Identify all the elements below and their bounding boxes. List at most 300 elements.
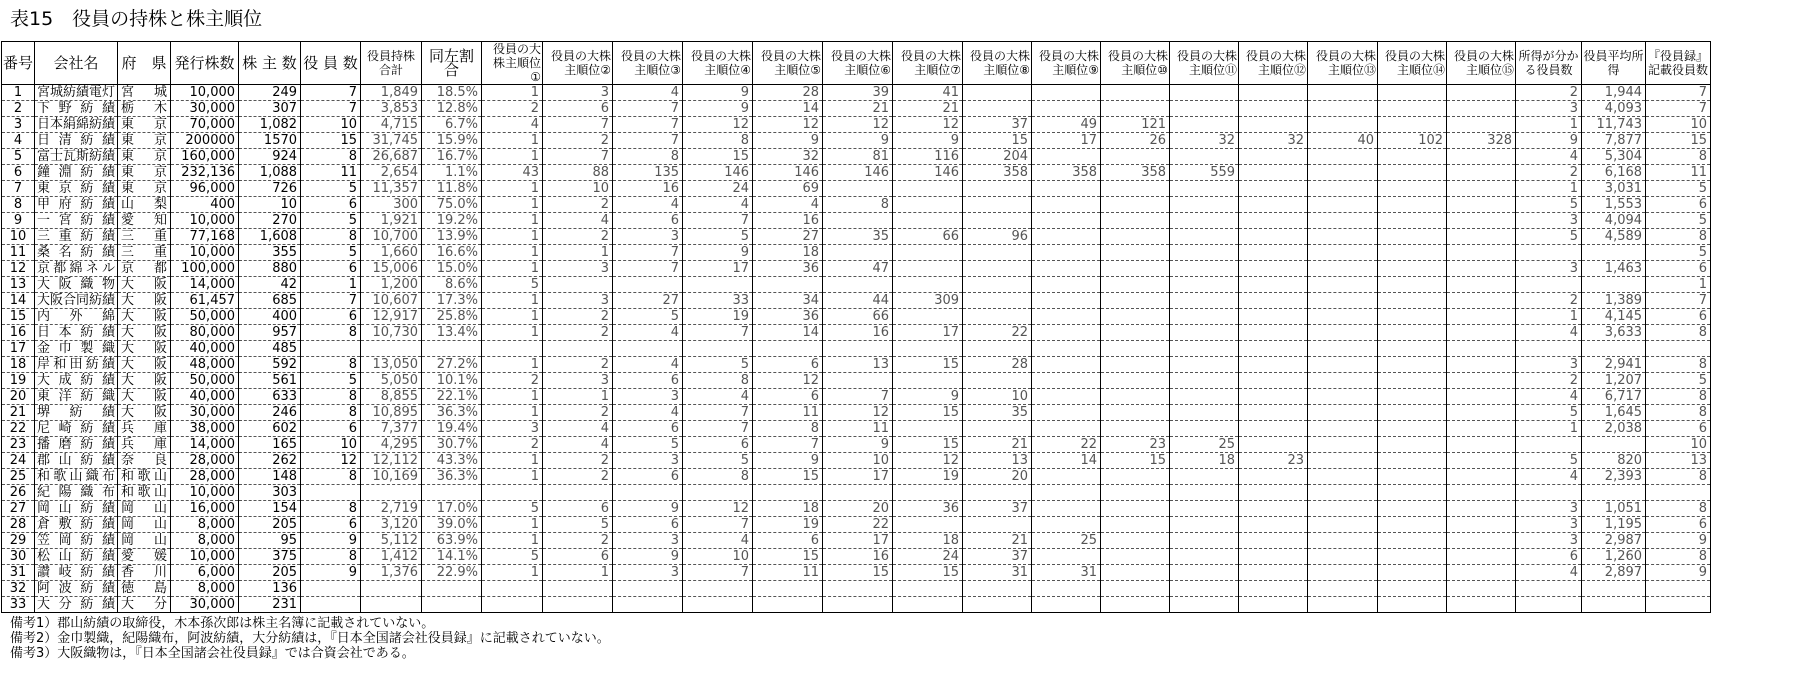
- cell-avg-income: [1582, 581, 1646, 597]
- cell-avg-income: [1582, 245, 1646, 261]
- header-rank-1: 役員の大株主順位①: [482, 42, 543, 85]
- cell-rank-11: 18: [1170, 453, 1239, 469]
- cell-officers-with-income: 4: [1516, 149, 1582, 165]
- cell-officers-with-income: 1: [1516, 309, 1582, 325]
- cell-rank-14: [1378, 517, 1447, 533]
- cell-avg-income: 1,207: [1582, 373, 1646, 389]
- table-row: [2, 101, 1711, 117]
- cell-registry-officers: 8: [1646, 325, 1711, 341]
- cell-rank-9: [1032, 85, 1101, 101]
- cell-no: 18: [2, 357, 35, 373]
- cell-officers-with-income: 3: [1516, 517, 1582, 533]
- cell-rank-8: 37: [963, 501, 1032, 517]
- cell-officers-with-income: 5: [1516, 405, 1582, 421]
- cell-rank-7: 146: [893, 165, 963, 181]
- cell-company: 尼崎紡績: [35, 421, 118, 437]
- cell-shareholders: 726: [239, 181, 301, 197]
- cell-avg-income: 4,094: [1582, 213, 1646, 229]
- cell-holdings-ratio: 15.0%: [422, 261, 482, 277]
- cell-no: 7: [2, 181, 35, 197]
- table-row: [2, 277, 1711, 293]
- cell-issued-shares: 28,000: [171, 453, 239, 469]
- cell-shareholders: 10: [239, 197, 301, 213]
- cell-officers: 8: [301, 469, 361, 485]
- cell-rank-3: 7: [613, 101, 683, 117]
- cell-rank-14: [1378, 405, 1447, 421]
- cell-rank-12: [1239, 373, 1308, 389]
- cell-officers: 5: [301, 245, 361, 261]
- cell-rank-2: 2: [543, 197, 613, 213]
- cell-rank-14: [1378, 469, 1447, 485]
- cell-rank-3: 4: [613, 405, 683, 421]
- cell-officers: 6: [301, 517, 361, 533]
- cell-shareholders: 303: [239, 485, 301, 501]
- cell-rank-1: 1: [482, 325, 543, 341]
- cell-officer-holdings: 3,853: [361, 101, 422, 117]
- cell-company: 宮城紡績電灯: [35, 85, 118, 101]
- cell-rank-6: [823, 597, 893, 613]
- cell-rank-9: [1032, 197, 1101, 213]
- cell-shareholders: 355: [239, 245, 301, 261]
- header-avg-income: 役員平均所得: [1582, 42, 1646, 85]
- cell-rank-13: [1308, 389, 1378, 405]
- cell-rank-3: 6: [613, 373, 683, 389]
- cell-rank-1: [482, 485, 543, 501]
- cell-rank-7: 12: [893, 453, 963, 469]
- cell-rank-5: 18: [753, 501, 823, 517]
- cell-officers-with-income: 1: [1516, 117, 1582, 133]
- header-no: 番号: [2, 42, 35, 85]
- cell-rank-15: [1447, 213, 1516, 229]
- cell-rank-4: 4: [683, 533, 753, 549]
- header-rank-5: 役員の大株主順位⑤: [753, 42, 823, 85]
- cell-rank-14: [1378, 293, 1447, 309]
- cell-shareholders: 685: [239, 293, 301, 309]
- cell-rank-2: 2: [543, 229, 613, 245]
- header-rank-2: 役員の大株主順位②: [543, 42, 613, 85]
- cell-rank-5: [753, 341, 823, 357]
- cell-shareholders: 42: [239, 277, 301, 293]
- cell-officer-holdings: 26,687: [361, 149, 422, 165]
- cell-rank-3: 5: [613, 437, 683, 453]
- cell-registry-officers: 8: [1646, 501, 1711, 517]
- cell-rank-2: 2: [543, 405, 613, 421]
- cell-issued-shares: 8,000: [171, 581, 239, 597]
- cell-rank-12: [1239, 309, 1308, 325]
- cell-prefecture: 和歌山: [118, 469, 171, 485]
- cell-rank-6: [823, 277, 893, 293]
- cell-registry-officers: 8: [1646, 149, 1711, 165]
- cell-rank-15: [1447, 197, 1516, 213]
- cell-officer-holdings: 2,654: [361, 165, 422, 181]
- cell-rank-10: [1101, 293, 1170, 309]
- cell-rank-7: 15: [893, 437, 963, 453]
- cell-rank-11: 32: [1170, 133, 1239, 149]
- cell-shareholders: 375: [239, 549, 301, 565]
- cell-rank-5: 32: [753, 149, 823, 165]
- cell-rank-11: 25: [1170, 437, 1239, 453]
- cell-officers: [301, 581, 361, 597]
- cell-rank-1: 1: [482, 245, 543, 261]
- cell-no: 20: [2, 389, 35, 405]
- cell-rank-2: [543, 485, 613, 501]
- cell-rank-13: [1308, 501, 1378, 517]
- cell-holdings-ratio: 22.9%: [422, 565, 482, 581]
- cell-rank-15: [1447, 565, 1516, 581]
- cell-rank-13: [1308, 357, 1378, 373]
- cell-rank-1: 1: [482, 469, 543, 485]
- cell-rank-1: 1: [482, 85, 543, 101]
- cell-rank-6: 15: [823, 565, 893, 581]
- cell-rank-12: 23: [1239, 453, 1308, 469]
- cell-prefecture: 兵庫: [118, 437, 171, 453]
- cell-shareholders: 205: [239, 565, 301, 581]
- cell-rank-9: [1032, 581, 1101, 597]
- cell-rank-8: [963, 85, 1032, 101]
- cell-officers-with-income: 1: [1516, 181, 1582, 197]
- cell-avg-income: [1582, 485, 1646, 501]
- cell-rank-9: [1032, 469, 1101, 485]
- cell-rank-15: [1447, 437, 1516, 453]
- cell-rank-9: [1032, 421, 1101, 437]
- cell-officers: 7: [301, 85, 361, 101]
- cell-company: 讃岐紡績: [35, 565, 118, 581]
- cell-rank-12: [1239, 293, 1308, 309]
- cell-rank-5: 6: [753, 357, 823, 373]
- cell-rank-9: [1032, 277, 1101, 293]
- cell-rank-1: 1: [482, 389, 543, 405]
- header-rank-9: 役員の大株主順位⑨: [1032, 42, 1101, 85]
- cell-officers: 15: [301, 133, 361, 149]
- cell-holdings-ratio: 30.7%: [422, 437, 482, 453]
- cell-officer-holdings: 5,050: [361, 373, 422, 389]
- cell-rank-10: [1101, 405, 1170, 421]
- cell-rank-11: [1170, 533, 1239, 549]
- cell-rank-14: [1378, 357, 1447, 373]
- cell-rank-12: [1239, 437, 1308, 453]
- cell-rank-14: [1378, 597, 1447, 613]
- cell-avg-income: 1,944: [1582, 85, 1646, 101]
- cell-no: 4: [2, 133, 35, 149]
- cell-registry-officers: 5: [1646, 181, 1711, 197]
- cell-officer-holdings: 1,200: [361, 277, 422, 293]
- cell-holdings-ratio: [422, 597, 482, 613]
- cell-avg-income: [1582, 597, 1646, 613]
- cell-rank-13: [1308, 229, 1378, 245]
- cell-rank-10: [1101, 549, 1170, 565]
- cell-rank-13: [1308, 373, 1378, 389]
- cell-shareholders: 957: [239, 325, 301, 341]
- cell-rank-12: [1239, 341, 1308, 357]
- cell-rank-2: 3: [543, 293, 613, 309]
- cell-rank-3: 3: [613, 565, 683, 581]
- cell-rank-14: [1378, 165, 1447, 181]
- cell-rank-11: [1170, 341, 1239, 357]
- cell-rank-11: [1170, 181, 1239, 197]
- cell-rank-3: 135: [613, 165, 683, 181]
- cell-rank-7: 309: [893, 293, 963, 309]
- cell-rank-7: 15: [893, 405, 963, 421]
- cell-officer-holdings: 4,295: [361, 437, 422, 453]
- cell-prefecture: 香川: [118, 565, 171, 581]
- cell-rank-12: [1239, 549, 1308, 565]
- cell-holdings-ratio: 17.0%: [422, 501, 482, 517]
- cell-rank-12: [1239, 165, 1308, 181]
- cell-registry-officers: 6: [1646, 197, 1711, 213]
- cell-registry-officers: 13: [1646, 453, 1711, 469]
- cell-avg-income: 1,260: [1582, 549, 1646, 565]
- cell-rank-14: [1378, 245, 1447, 261]
- cell-rank-13: [1308, 549, 1378, 565]
- cell-rank-9: 358: [1032, 165, 1101, 181]
- cell-rank-6: 20: [823, 501, 893, 517]
- cell-registry-officers: [1646, 341, 1711, 357]
- cell-rank-6: [823, 373, 893, 389]
- cell-rank-15: [1447, 117, 1516, 133]
- cell-shareholders: 154: [239, 501, 301, 517]
- cell-rank-13: [1308, 581, 1378, 597]
- cell-rank-15: [1447, 581, 1516, 597]
- cell-rank-13: [1308, 101, 1378, 117]
- table-row: [2, 245, 1711, 261]
- cell-holdings-ratio: 18.5%: [422, 85, 482, 101]
- table-row: [2, 229, 1711, 245]
- cell-rank-9: [1032, 325, 1101, 341]
- cell-rank-15: [1447, 229, 1516, 245]
- cell-prefecture: 三重: [118, 245, 171, 261]
- cell-officers: 7: [301, 101, 361, 117]
- cell-rank-1: 5: [482, 501, 543, 517]
- header-rank-15: 役員の大株主順位⑮: [1447, 42, 1516, 85]
- cell-no: 13: [2, 277, 35, 293]
- cell-holdings-ratio: 6.7%: [422, 117, 482, 133]
- cell-issued-shares: 40,000: [171, 389, 239, 405]
- table-row: [2, 389, 1711, 405]
- cell-rank-8: 10: [963, 389, 1032, 405]
- cell-officer-holdings: 12,112: [361, 453, 422, 469]
- cell-avg-income: 4,145: [1582, 309, 1646, 325]
- cell-registry-officers: 5: [1646, 245, 1711, 261]
- cell-officers: 10: [301, 437, 361, 453]
- cell-officer-holdings: 4,715: [361, 117, 422, 133]
- cell-rank-12: [1239, 581, 1308, 597]
- table-row: [2, 405, 1711, 421]
- cell-rank-15: 328: [1447, 133, 1516, 149]
- header-rank-7: 役員の大株主順位⑦: [893, 42, 963, 85]
- cell-officers-with-income: 2: [1516, 293, 1582, 309]
- cell-officers-with-income: 4: [1516, 565, 1582, 581]
- cell-rank-12: [1239, 501, 1308, 517]
- cell-company: 阿波紡績: [35, 581, 118, 597]
- cell-rank-14: [1378, 197, 1447, 213]
- cell-registry-officers: [1646, 581, 1711, 597]
- cell-rank-5: 19: [753, 517, 823, 533]
- cell-company: 三重紡績: [35, 229, 118, 245]
- cell-rank-9: [1032, 501, 1101, 517]
- header-rank-3: 役員の大株主順位③: [613, 42, 683, 85]
- cell-rank-9: 25: [1032, 533, 1101, 549]
- cell-rank-1: [482, 597, 543, 613]
- cell-officers-with-income: 4: [1516, 389, 1582, 405]
- cell-rank-13: [1308, 149, 1378, 165]
- cell-officers-with-income: 5: [1516, 229, 1582, 245]
- cell-prefecture: 東京: [118, 133, 171, 149]
- cell-rank-3: [613, 277, 683, 293]
- cell-rank-9: [1032, 517, 1101, 533]
- cell-prefecture: 東京: [118, 149, 171, 165]
- cell-rank-7: [893, 597, 963, 613]
- cell-rank-4: [683, 597, 753, 613]
- cell-holdings-ratio: 25.8%: [422, 309, 482, 325]
- table-row: [2, 133, 1711, 149]
- cell-issued-shares: 28,000: [171, 469, 239, 485]
- cell-rank-5: 36: [753, 309, 823, 325]
- cell-rank-12: [1239, 85, 1308, 101]
- cell-company: 郡山紡績: [35, 453, 118, 469]
- cell-rank-15: [1447, 357, 1516, 373]
- cell-issued-shares: 77,168: [171, 229, 239, 245]
- cell-no: 2: [2, 101, 35, 117]
- cell-officers: 5: [301, 373, 361, 389]
- cell-rank-6: 17: [823, 469, 893, 485]
- cell-officers: 5: [301, 213, 361, 229]
- cell-rank-8: 20: [963, 469, 1032, 485]
- cell-prefecture: 大阪: [118, 341, 171, 357]
- cell-registry-officers: [1646, 597, 1711, 613]
- cell-prefecture: 大阪: [118, 389, 171, 405]
- cell-rank-4: 9: [683, 101, 753, 117]
- cell-rank-4: 24: [683, 181, 753, 197]
- cell-rank-2: 1: [543, 389, 613, 405]
- header-issued-shares: 発行株数: [171, 42, 239, 85]
- cell-officers: 8: [301, 405, 361, 421]
- cell-rank-13: [1308, 85, 1378, 101]
- table-row: [2, 565, 1711, 581]
- cell-rank-8: 37: [963, 117, 1032, 133]
- cell-holdings-ratio: 14.1%: [422, 549, 482, 565]
- cell-rank-9: [1032, 101, 1101, 117]
- cell-rank-5: [753, 597, 823, 613]
- cell-rank-10: 26: [1101, 133, 1170, 149]
- table-row: [2, 261, 1711, 277]
- cell-officer-holdings: 1,921: [361, 213, 422, 229]
- cell-officers-with-income: 3: [1516, 261, 1582, 277]
- cell-rank-2: [543, 597, 613, 613]
- cell-rank-9: [1032, 341, 1101, 357]
- cell-issued-shares: 10,000: [171, 85, 239, 101]
- cell-rank-12: [1239, 197, 1308, 213]
- cell-rank-3: 4: [613, 85, 683, 101]
- cell-rank-13: [1308, 565, 1378, 581]
- cell-rank-10: [1101, 357, 1170, 373]
- cell-rank-5: 34: [753, 293, 823, 309]
- cell-holdings-ratio: 63.9%: [422, 533, 482, 549]
- cell-rank-15: [1447, 549, 1516, 565]
- cell-rank-8: [963, 309, 1032, 325]
- cell-rank-4: 146: [683, 165, 753, 181]
- cell-rank-2: 2: [543, 453, 613, 469]
- cell-rank-1: 1: [482, 565, 543, 581]
- cell-registry-officers: 8: [1646, 389, 1711, 405]
- cell-no: 23: [2, 437, 35, 453]
- header-prefecture: 府 県: [118, 42, 171, 85]
- cell-rank-8: [963, 373, 1032, 389]
- cell-rank-9: [1032, 229, 1101, 245]
- cell-rank-11: [1170, 101, 1239, 117]
- cell-no: 28: [2, 517, 35, 533]
- cell-rank-4: 7: [683, 405, 753, 421]
- cell-rank-7: [893, 309, 963, 325]
- cell-officers-with-income: 1: [1516, 421, 1582, 437]
- table-row: [2, 421, 1711, 437]
- cell-no: 11: [2, 245, 35, 261]
- table-row: [2, 357, 1711, 373]
- cell-rank-2: 2: [543, 357, 613, 373]
- cell-shareholders: 205: [239, 517, 301, 533]
- cell-rank-6: [823, 181, 893, 197]
- cell-rank-10: 358: [1101, 165, 1170, 181]
- cell-rank-8: [963, 197, 1032, 213]
- cell-rank-9: [1032, 549, 1101, 565]
- cell-issued-shares: 50,000: [171, 373, 239, 389]
- cell-rank-12: [1239, 277, 1308, 293]
- table-row: [2, 437, 1711, 453]
- header-rank-6: 役員の大株主順位⑥: [823, 42, 893, 85]
- cell-prefecture: 大阪: [118, 373, 171, 389]
- cell-no: 9: [2, 213, 35, 229]
- cell-officers-with-income: 5: [1516, 197, 1582, 213]
- cell-rank-10: 15: [1101, 453, 1170, 469]
- cell-rank-8: 13: [963, 453, 1032, 469]
- cell-rank-4: 5: [683, 229, 753, 245]
- table-row: [2, 517, 1711, 533]
- cell-shareholders: 561: [239, 373, 301, 389]
- cell-issued-shares: 6,000: [171, 565, 239, 581]
- cell-rank-3: 6: [613, 469, 683, 485]
- cell-holdings-ratio: 36.3%: [422, 469, 482, 485]
- cell-avg-income: 1,463: [1582, 261, 1646, 277]
- cell-rank-9: [1032, 389, 1101, 405]
- cell-rank-11: [1170, 389, 1239, 405]
- cell-rank-4: 7: [683, 325, 753, 341]
- cell-rank-6: 8: [823, 197, 893, 213]
- cell-rank-14: [1378, 453, 1447, 469]
- cell-rank-9: [1032, 373, 1101, 389]
- cell-rank-5: 69: [753, 181, 823, 197]
- cell-rank-6: 66: [823, 309, 893, 325]
- cell-rank-13: [1308, 341, 1378, 357]
- note-1: 備考1）郡山紡績の取締役，木本孫次郎は株主名簿に記載されていない。: [10, 616, 435, 631]
- cell-rank-8: [963, 261, 1032, 277]
- cell-rank-3: 7: [613, 245, 683, 261]
- cell-no: 3: [2, 117, 35, 133]
- cell-avg-income: 820: [1582, 453, 1646, 469]
- cell-officers-with-income: 3: [1516, 501, 1582, 517]
- cell-rank-7: [893, 245, 963, 261]
- cell-rank-2: [543, 581, 613, 597]
- cell-rank-8: 96: [963, 229, 1032, 245]
- cell-rank-9: 31: [1032, 565, 1101, 581]
- cell-registry-officers: 8: [1646, 357, 1711, 373]
- cell-issued-shares: 30,000: [171, 101, 239, 117]
- cell-rank-4: 5: [683, 453, 753, 469]
- cell-avg-income: 2,038: [1582, 421, 1646, 437]
- table-row: [2, 213, 1711, 229]
- table-header-row: [2, 42, 1711, 85]
- cell-avg-income: 2,941: [1582, 357, 1646, 373]
- table-row: [2, 197, 1711, 213]
- cell-rank-9: 14: [1032, 453, 1101, 469]
